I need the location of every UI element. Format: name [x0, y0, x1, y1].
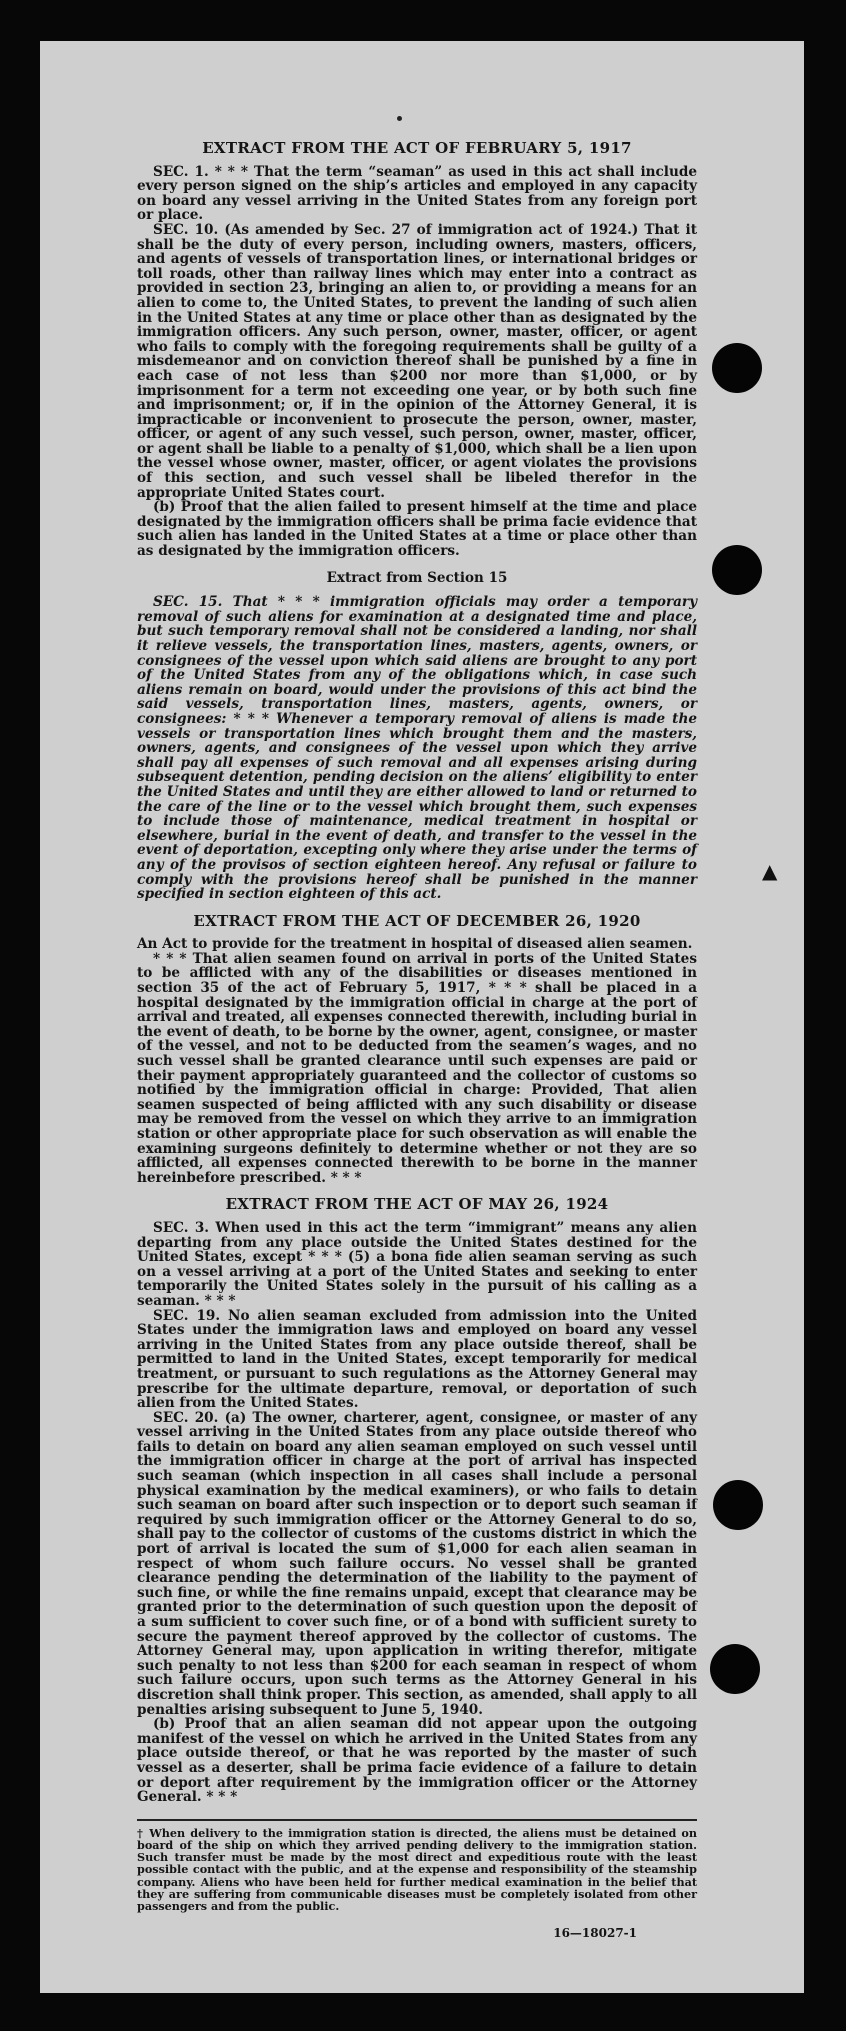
binder-hole-4	[710, 1644, 760, 1694]
paragraph-sec-3: SEC. 3. When used in this act the term “immigrant” means any alien departing from any place outside the United States destined for the United States, except * * * (5) a bona fide alien seaman serving as such on a vessel arriving at a port of the United States and seeking to enter temporarily the United States solely in the pursuit of his calling as a seaman. * * *	[137, 1219, 697, 1309]
document-page	[40, 41, 804, 1993]
section-heading: EXTRACT FROM THE ACT OF MAY 26, 1924	[225, 1195, 609, 1214]
punch-dot	[397, 116, 402, 121]
section-subheading: Extract from Section 15	[326, 569, 508, 586]
paragraph-sec-20-b: (b) Proof that an alien seaman did not appear upon the outgoing manifest of the vessel on which he arrived in the United States from any place outside thereof, or that he was reported by the master of such vessel as a deserter, shall be prima facie evidence of a failure to detain or deport after requirement by the immigration officer or the Attorney General. * * *	[137, 1716, 697, 1806]
paragraph-sec-20-a: SEC. 20. (a) The owner, charterer, agent, consignee, or master of any vessel arriving in the United States from any place outside thereof who fails to detain on board any alien seaman employed on such vessel until the immigration officer in charge at the port of arrival has inspected such seaman (which inspection in all cases shall include a personal physical examination by the medical examiners), or who fails to detain such seaman on board after such inspection or to deport such seaman if required by such immigration officer or the Attorney General to do so, shall pay to the collector of customs of the customs district in which the port of arrival is located the sum of $1,000 for each alien seaman in respect of whom such failure occurs. No vessel shall be granted clearance pending the determination of the liability to the payment of such fine, or while the fine remains unpaid, except that clearance may be granted prior to the determination of such question upon the deposit of a sum sufficient to cover such fine, or of a bond with sufficient surety to secure the payment thereof approved by the collector of customs. The Attorney General may, upon application in writing therefor, mitigate such penalty to not less than $200 for each seaman in respect of whom such failure occurs, upon such terms as the Attorney General in his discretion shall think proper. This section, as amended, shall apply to all penalties arising subsequent to June 5, 1940.	[137, 1409, 697, 1718]
paragraph-sec-10-b: (b) Proof that the alien failed to present himself at the time and place designated by the immigration officers shall be prima facie evidence that such alien has landed in the United States at a time or place other than as designated by the immigration officers.	[137, 499, 697, 560]
form-code: 16—18027-1	[553, 1926, 637, 1941]
footnote: † When delivery to the immigration station is directed, the aliens must be detained on board of the ship on which they arrived pending delivery to the immigration station. Such transfer must be made by the most direct and expeditious route with the least possible contact with the public, and at the expense and responsibility of the steamship company. Aliens who have been held for further medical examination in the belief that they are suffering from communicable diseases must be completely isolated from other passengers and from the public.	[137, 1825, 697, 1913]
margin-mark: ▲	[762, 859, 778, 883]
section-act-1920	[137, 911, 697, 1186]
binder-hole-1	[712, 343, 762, 393]
section-extract-15	[137, 571, 697, 902]
section-act-1917	[137, 141, 697, 559]
paragraph-sec-19: SEC. 19. No alien seaman excluded from admission into the United States under the immigration laws and employed on board any vessel arriving in the United States from any place outside thereof, shall be permitted to land in the United States, except temporarily for medical treatment, or pursuant to such regulations as the Attorney General may prescribe for the ultimate departure, removal, or deportation of such alien from the United States.	[137, 1307, 697, 1412]
section-heading: EXTRACT FROM THE ACT OF FEBRUARY 5, 1917	[202, 139, 632, 157]
paragraph-sec-15: SEC. 15. That * * * immigration officials may order a temporary removal of such aliens for examination at a designated time and place, but such temporary removal shall not be considered a landing, nor shall it relieve vessels, the transportation lines, masters, agents, owners, or consignees of the vessel upon which said aliens are brought to any port of the United States from any of the obligations which, in case such aliens remain on board, would under the provisions of this act bind the said vessels, transportation lines, masters, agents, owners, or consignees: * * * Whenever a temporary removal of aliens is made the vessels or transportation lines which brought them and the masters, owners, agents, and consignees of the vessel upon which they arrive shall pay all expenses of such removal and all expenses arising during subsequent detention, pending decision on the aliens’ eligibility to enter the United States and until they are either allowed to land or returned to the care of the line or to the vessel which brought them, such expenses to include those of maintenance, medical treatment in hospital or elsewhere, burial in the event of death, and transfer to the vessel in the event of deportation, excepting only where they arise under the terms of any of the provisos of section eighteen hereof. Any refusal or failure to comply with the provisions hereof shall be punished in the manner specified in section eighteen of this act.	[137, 594, 697, 903]
binder-hole-3	[713, 1480, 763, 1530]
binder-hole-2	[712, 545, 762, 595]
paragraph-sec-10: SEC. 10. (As amended by Sec. 27 of immigration act of 1924.) That it shall be the duty of every person, including owners, masters, officers, and agents of vessels of transportation lines, or international bridges or toll roads, other than railway lines which may enter into a contract as provided in section 23, bringing an alien to, or providing a means for an alien to come to, the United States, to prevent the landing of such alien in the United States at any time or place other than as designated by the immigration officers. Any such person, owner, master, officer, or agent who fails to comply with the foregoing requirements shall be guilty of a misdemeanor and on conviction thereof shall be punished by a fine in each case of not less than $200 nor more than $1,000, or by imprisonment for a term not exceeding one year, or by both such fine and imprisonment; or, if in the opinion of the Attorney General, it is impracticable or inconvenient to prosecute the person, owner, master, officer, or agent of any such vessel, such person, owner, master, officer, or agent shall be liable to a penalty of $1,000, which shall be a lien upon the vessel whose owner, master, officer, or agent violates the provisions of this section, and such vessel shall be libeled therefor in the appropriate United States court.	[137, 221, 697, 501]
document-body	[137, 141, 697, 1941]
paragraph-hospital-treatment: * * * That alien seamen found on arrival in ports of the United States to be afflicted with any of the disabilities or diseases mentioned in section 35 of the act of February 5, 1917, * * * shall be placed in a hospital designated by the immigration official in charge at the port of arrival and treated, all expenses connected therewith, including burial in the event of death, to be borne by the owner, agent, consignee, or master of the vessel, and not to be deducted from the seamen’s wages, and no such vessel shall be granted clearance until such expenses are paid or their payment appropriately guaranteed and the collector of customs so notified by the immigration official in charge: Provided, That alien seamen suspected of being afflicted with any such disability or disease may be removed from the vessel on which they arrive to an immigration station or other appropriate place for such observation as will enable the examining surgeons definitely to determine whether or not they are so afflicted, all expenses connected therewith to be borne in the manner hereinbefore prescribed. * * *	[137, 950, 697, 1186]
paragraph-sec-1: SEC. 1. * * * That the term “seaman” as used in this act shall include every person signed on the ship’s articles and employed in any capacity on board any vessel arriving in the United States from any foreign port or place.	[137, 163, 697, 224]
section-heading: EXTRACT FROM THE ACT OF DECEMBER 26, 1920	[193, 911, 641, 930]
footnote-divider	[137, 1819, 697, 1821]
section-act-1924	[137, 1197, 697, 1804]
paragraph-act-title: An Act to provide for the treatment in hospital of diseased alien seamen.	[137, 936, 693, 953]
